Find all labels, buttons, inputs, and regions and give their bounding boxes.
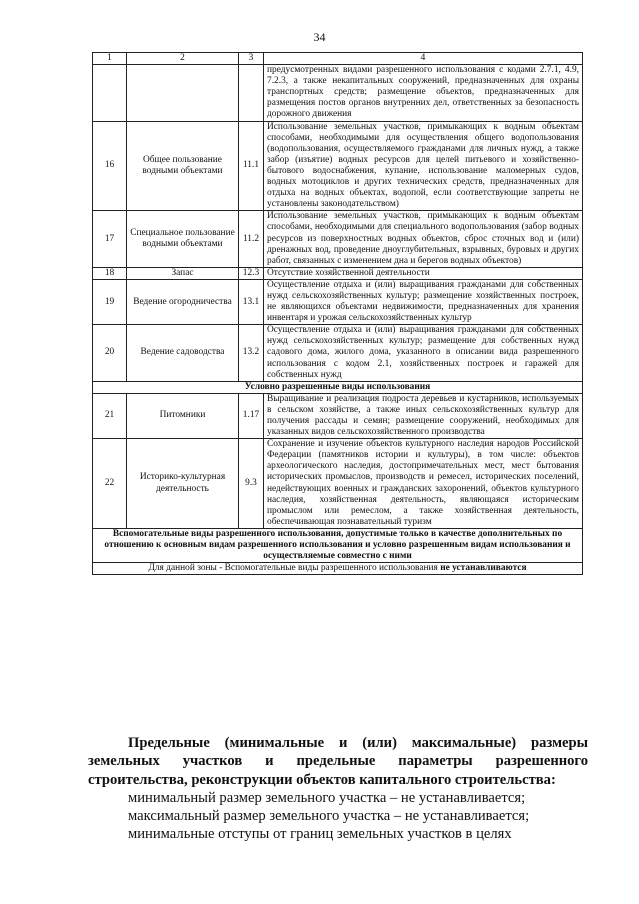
row-description: Сохранение и изучение объектов культурного наследия народов Российской Федерации (памятников истории и культуры), в том числе: объектов археологического наследия, достопримечательных мест, мест бытования исторических промыслов, производств и ремесел, исторических поселений, недействующих военных и гражданских захоронений, объектов культурного наследия, хозяйственная деятельность, являющаяся историческим промыслом или ремеслом, а также хозяйственная деятельность, обеспечивающая познавательный туризм [264,439,583,529]
row-number: 19 [93,279,127,324]
column-header: 2 [127,53,239,65]
page-number: 34 [313,30,326,44]
conditional-uses-heading: Условно разрешенные виды использования [93,381,583,393]
table-row [93,279,583,324]
parameters-heading: Предельные (минимальные и (или) максимальные) размеры земельных участков и предельные параметры разрешенного строительства, реконструкции объектов капитального строительства: [88,735,588,788]
row-description: Использование земельных участков, примыкающих к водным объектам способами, необходимыми для специального водопользования (забор водных ресурсов из поверхностных водных объектов, сброс сточных вод и (или) дренажных вод, проведение дноуглубительных, взрывных, буровых и других работ, связанных с изменением дна и берегов водных объектов) [264,211,583,267]
max-plot-size: максимальный размер земельного участка – не устанавливается; [128,808,530,825]
min-plot-size: минимальный размер земельного участка – не устанавливается; [128,789,526,806]
section-heading-row [93,381,583,393]
table-row [93,325,583,381]
table-row [93,65,583,121]
table-row [93,211,583,267]
row-code: 13.2 [239,325,264,381]
row-number: 17 [93,211,127,267]
row-name: Ведение садоводства [127,325,239,381]
row-name: Запас [127,267,239,279]
auxiliary-note-status: не устанавливаются [440,563,527,574]
column-header: 4 [264,53,583,65]
row-code: 9.3 [239,439,264,529]
minimum-setbacks: минимальные отступы от границ земельных участков в целях [128,826,512,843]
note-row [93,563,583,575]
table-row [93,121,583,211]
row-description: Отсутствие хозяйственной деятельности [264,267,583,279]
row-number: 22 [93,439,127,529]
row-code: 11.2 [239,211,264,267]
auxiliary-uses-heading: Вспомогательные виды разрешенного использования, допустимые только в качестве дополнительных по отношению к основным видам разрешенного использования и условно разрешенным видам использования и осуществляемые совместно с ними [93,528,583,562]
row-description: Выращивание и реализация подроста деревьев и кустарников, используемых в сельском хозяйстве, а также иных сельскохозяйственных культур для получения рассады и семян; размещение сооружений, необходимых для указанных видов сельскохозяйственного производства [264,393,583,438]
row-code: 13.1 [239,279,264,324]
row-description: Осуществление отдыха и (или) выращивания гражданами для собственных нужд сельскохозяйственных культур; размещение для собственных нужд садового дома, жилого дома, указанного в описании вида разрешенного использования с кодом 2.1, хозяйственных построек и гаражей для собственных нужд [264,325,583,381]
row-name: Питомники [127,393,239,438]
parameters-section [88,734,588,844]
row-code: 11.1 [239,121,264,211]
row-code: 12.3 [239,267,264,279]
auxiliary-note [93,563,583,575]
row-number: 21 [93,393,127,438]
section-heading-row [93,528,583,562]
column-header: 1 [93,53,127,65]
row-name: Общее пользование водными объектами [127,121,239,211]
row-description: предусмотренных видами разрешенного использования с кодами 2.7.1, 4.9, 7.2.3, а также некапитальных сооружений, предназначенных для охраны транспортных средств; размещение объектов, предназначенных для размещения постов органов внутренних дел, ответственных за безопасность дорожного движения [264,65,583,121]
row-description: Использование земельных участков, примыкающих к водным объектам способами, необходимыми для осуществления общего водопользования (водопользования, осуществляемого гражданами для личных нужд, а также забор (изъятие) водных ресурсов для целей питьевого и хозяйственно-бытового водоснабжения, купание, использование маломерных судов, водных мотоциклов и других технических средств, предназначенных для отдыха на водных объектах, водопой, если соответствующие запреты не установлены законодательством) [264,121,583,211]
row-number: 18 [93,267,127,279]
row-number: 20 [93,325,127,381]
row-code: 1.17 [239,393,264,438]
land-use-table [92,52,583,575]
table-row [93,393,583,438]
table-header-row [93,53,583,65]
row-number: 16 [93,121,127,211]
row-name: Ведение огородничества [127,279,239,324]
row-description: Осуществление отдыха и (или) выращивания гражданами для собственных нужд сельскохозяйственных культур; размещение хозяйственных построек, не являющихся объектами недвижимости, предназначенных для хранения инвентаря и урожая сельскохозяйственных культур [264,279,583,324]
row-name: Специальное пользование водными объектами [127,211,239,267]
row-name: Историко-культурная деятельность [127,439,239,529]
auxiliary-note-text: Для данной зоны - Вспомогательные виды разрешенного использования [148,563,441,574]
table-row [93,439,583,529]
table-row [93,267,583,279]
column-header: 3 [239,53,264,65]
